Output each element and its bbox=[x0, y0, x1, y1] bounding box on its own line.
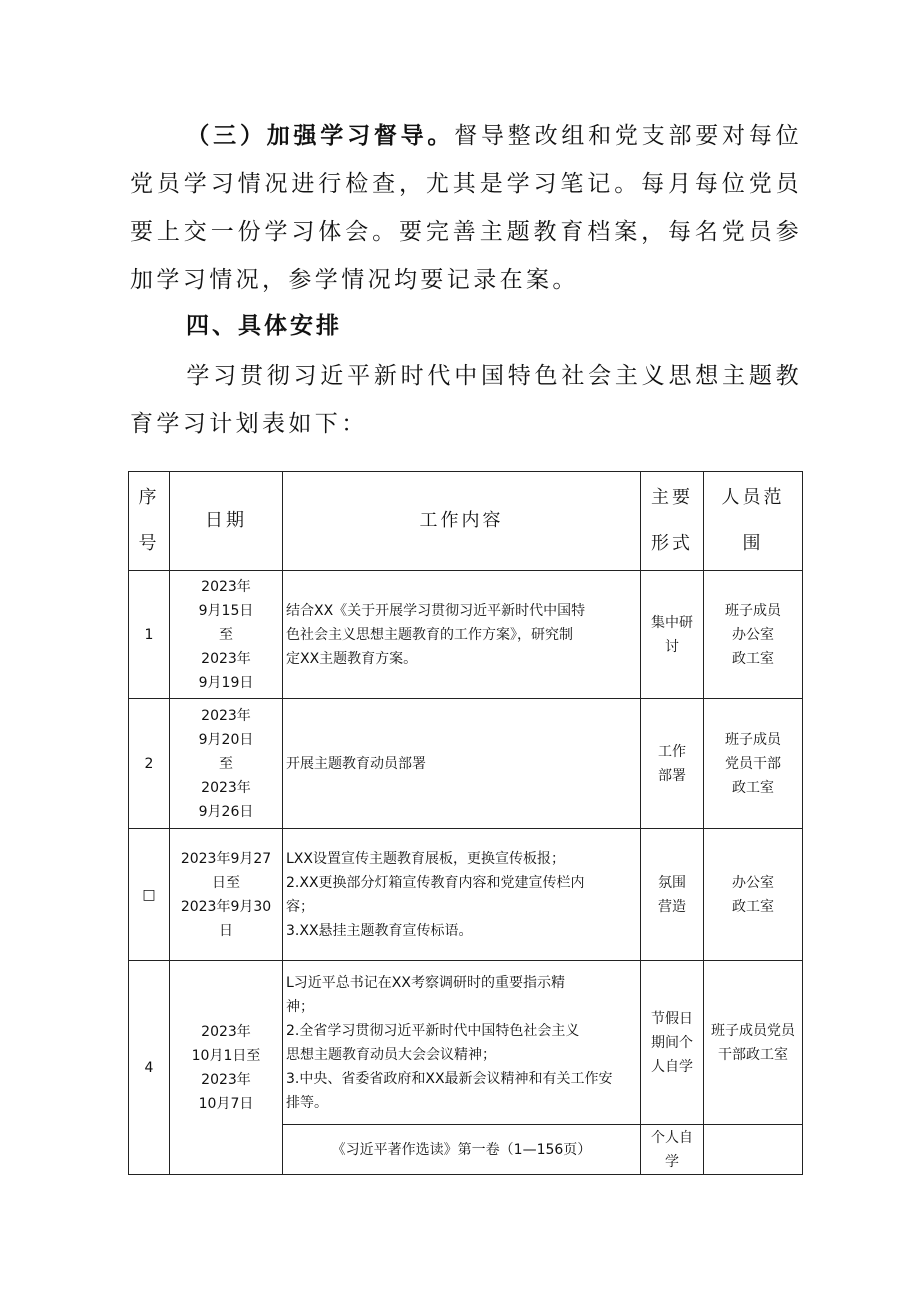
row-content: L习近平总书记在XX考察调研时的重要指示精 神； 2.全省学习贯彻习近平新时代中国特色社会主义 思想主题教育动员大会会议精神； 3.中央、省委省政府和XX最新会议精神和有关工作安 排等。 bbox=[283, 961, 641, 1125]
subrow-scope bbox=[704, 1125, 803, 1175]
section4-intro-paragraph bbox=[130, 352, 802, 448]
row-content: 开展主题教育动员部署 bbox=[283, 699, 641, 829]
table-row bbox=[129, 699, 803, 829]
table-row bbox=[129, 829, 803, 961]
header-scope: 人员范 围 bbox=[704, 472, 803, 571]
header-content: 工作内容 bbox=[283, 472, 641, 571]
row-form: 节假日 期间个 人自学 bbox=[641, 961, 704, 1125]
row-scope: 班子成员 办公室 政工室 bbox=[704, 571, 803, 699]
row-form: 集中研 讨 bbox=[641, 571, 704, 699]
row-date: 2023年9月27 日至 2023年9月30 日 bbox=[170, 829, 283, 961]
table-header-row bbox=[129, 472, 803, 571]
section4-intro: 学习贯彻习近平新时代中国特色社会主义思想主题教育学习计划表如下： bbox=[130, 363, 802, 437]
row-content: 结合XX《关于开展学习贯彻习近平新时代中国特 色社会主义思想主题教育的工作方案》，研究制 定XX主题教育方案。 bbox=[283, 571, 641, 699]
row-seq: 4 bbox=[129, 961, 170, 1175]
row-form: 氛围 营造 bbox=[641, 829, 704, 961]
row-date: 2023年 10月1日至 2023年 10月7日 bbox=[170, 961, 283, 1175]
subrow-form: 个人自 学 bbox=[641, 1125, 704, 1175]
section4-heading: 四、具体安排 bbox=[186, 312, 342, 339]
table-row bbox=[129, 961, 803, 1125]
section3-heading: （三）加强学习督导。 bbox=[186, 122, 455, 149]
study-plan-table bbox=[128, 471, 803, 1175]
section3-paragraph bbox=[130, 112, 802, 304]
row-date: 2023年 9月15日 至 2023年 9月19日 bbox=[170, 571, 283, 699]
header-form: 主要 形式 bbox=[641, 472, 704, 571]
row-seq: 1 bbox=[129, 571, 170, 699]
header-seq: 序 号 bbox=[129, 472, 170, 571]
row-form: 工作 部署 bbox=[641, 699, 704, 829]
row-scope: 办公室 政工室 bbox=[704, 829, 803, 961]
row-content: LXX设置宣传主题教育展板，更换宣传板报； 2.XX更换部分灯箱宣传教育内容和党建宣传栏内 容； 3.XX悬挂主题教育宣传标语。 bbox=[283, 829, 641, 961]
section3-body: 督导整改组和党支部要对每位党员学习情况进行检查，尤其是学习笔记。每月每位党员要上交一份学习体会。要完善主题教育档案，每名党员参加学习情况，参学情况均要记录在案。 bbox=[130, 123, 803, 293]
row-seq: □ bbox=[129, 829, 170, 961]
row-date: 2023年 9月20日 至 2023年 9月26日 bbox=[170, 699, 283, 829]
table-row bbox=[129, 571, 803, 699]
subrow-content: 《习近平著作选读》第一卷（1—156页） bbox=[283, 1125, 641, 1175]
header-date: 日期 bbox=[170, 472, 283, 571]
row-seq: 2 bbox=[129, 699, 170, 829]
row-scope: 班子成员党员 干部政工室 bbox=[704, 961, 803, 1125]
row-scope: 班子成员 党员干部 政工室 bbox=[704, 699, 803, 829]
